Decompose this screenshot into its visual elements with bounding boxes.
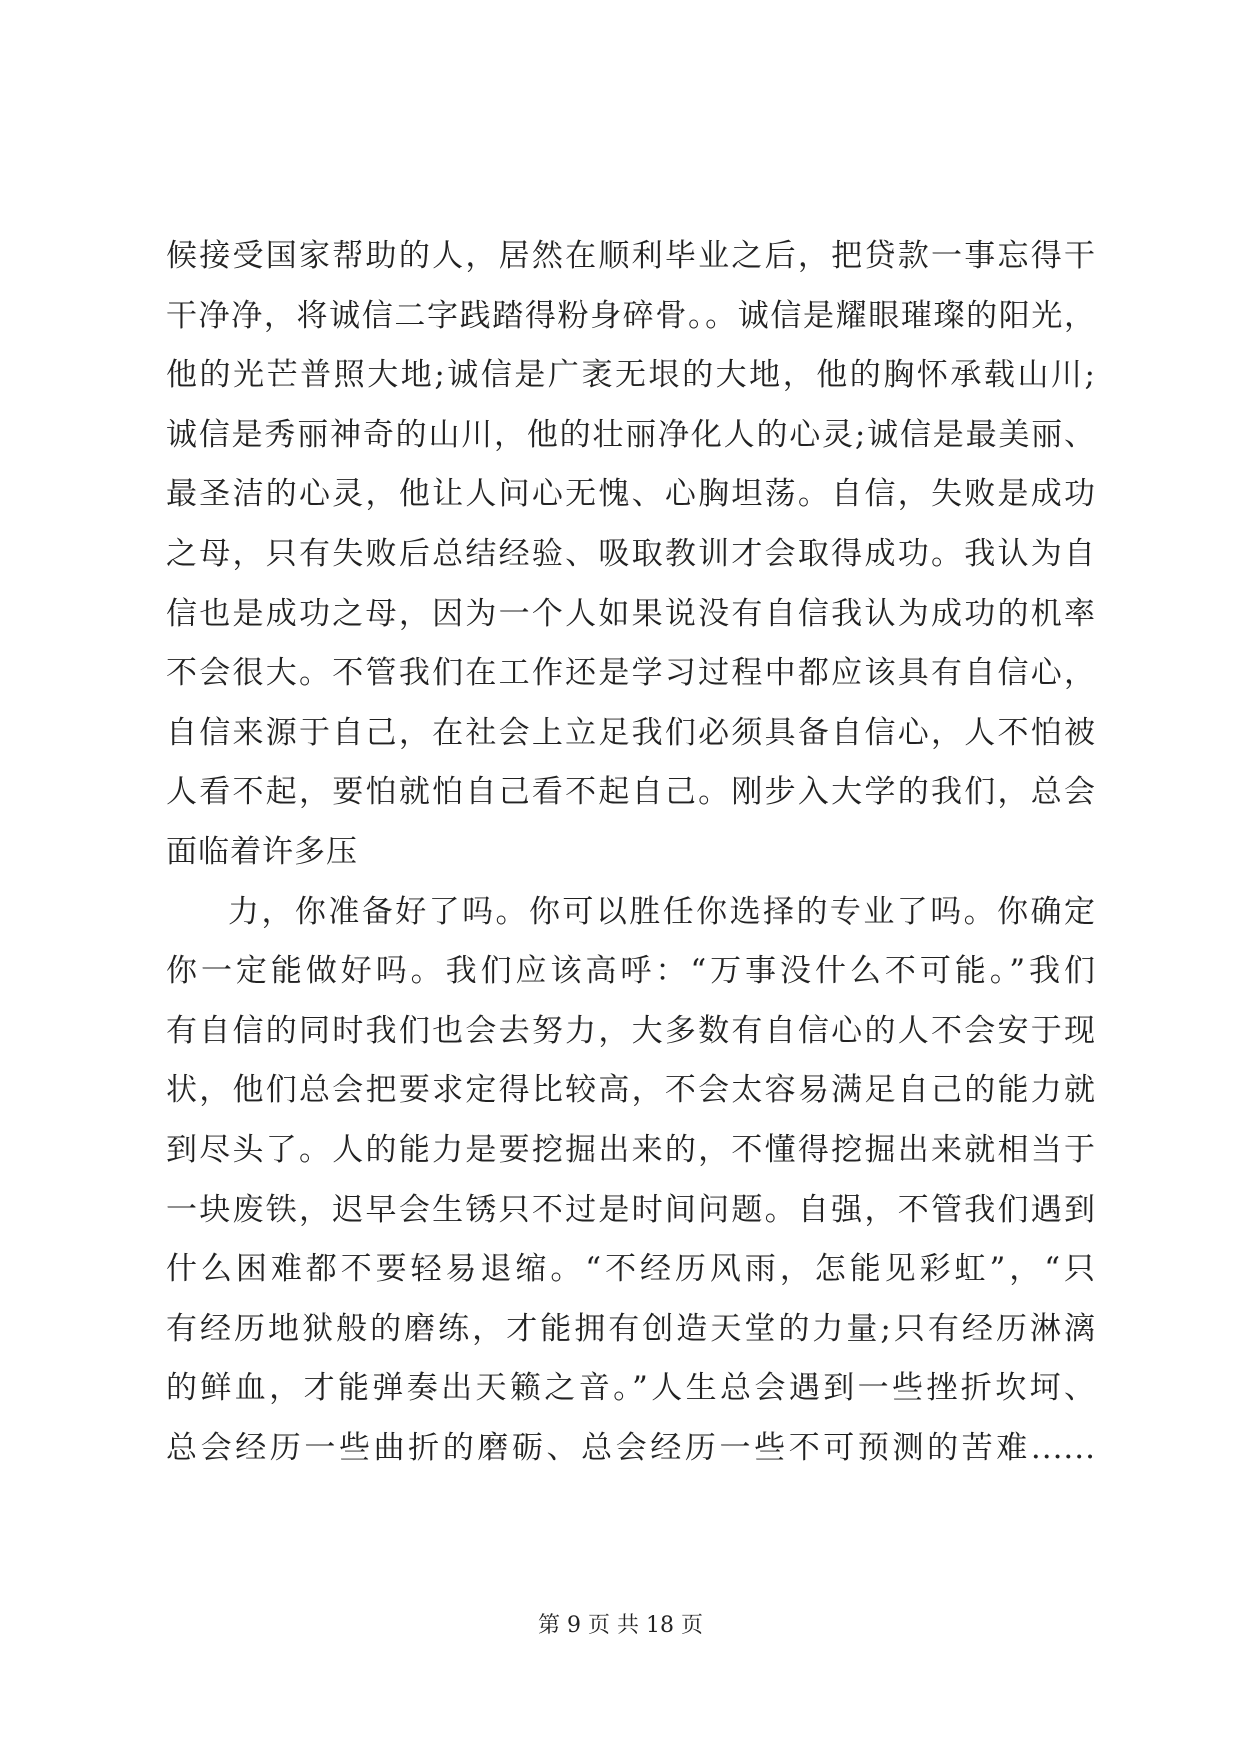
text-line: 你一定能做好吗。我们应该高呼：“万事没什么不可能。”我们 <box>166 953 1096 990</box>
text-line: 一块废铁，迟早会生锈只不过是时间问题。自强，不管我们遇到 <box>166 1191 1096 1228</box>
text-line: 自信来源于自己，在社会上立足我们必须具备自信心，人不怕被 <box>166 714 1096 751</box>
text-line: 总会经历一些曲折的磨砺、总会经历一些不可预测的苦难...... <box>166 1429 1096 1466</box>
text-line: 他的光芒普照大地;诚信是广袤无垠的大地，他的胸怀承载山川; <box>166 357 1096 394</box>
document-body <box>166 227 1096 1478</box>
text-line: 到尽头了。人的能力是要挖掘出来的，不懂得挖掘出来就相当于 <box>166 1131 1096 1168</box>
text-line: 有经历地狱般的磨练，才能拥有创造天堂的力量;只有经历淋漓 <box>166 1310 1096 1347</box>
text-line: 诚信是秀丽神奇的山川，他的壮丽净化人的心灵;诚信是最美丽、 <box>166 416 1096 453</box>
text-line: 状，他们总会把要求定得比较高，不会太容易满足自己的能力就 <box>166 1072 1096 1109</box>
text-line: 力，你准备好了吗。你可以胜任你选择的专业了吗。你确定 <box>228 893 1096 930</box>
text-line: 之母，只有失败后总结经验、吸取教训才会取得成功。我认为自 <box>166 535 1096 572</box>
paragraph-1 <box>166 227 1096 883</box>
paragraph-2 <box>166 883 1096 1479</box>
text-line: 干净净，将诚信二字践踏得粉身碎骨。。诚信是耀眼璀璨的阳光， <box>166 297 1096 334</box>
text-line: 什么困难都不要轻易退缩。“不经历风雨，怎能见彩虹”，“只 <box>166 1251 1096 1288</box>
text-line: 候接受国家帮助的人，居然在顺利毕业之后，把贷款一事忘得干 <box>166 238 1096 274</box>
text-line: 面临着许多压 <box>166 833 358 870</box>
text-line: 的鲜血，才能弹奏出天籁之音。”人生总会遇到一些挫折坎坷、 <box>166 1370 1096 1407</box>
text-line: 信也是成功之母，因为一个人如果说没有自信我认为成功的机率 <box>166 595 1096 632</box>
page-number-footer: 第 9 页 共 18 页 <box>538 1613 703 1638</box>
text-line: 人看不起，要怕就怕自己看不起自己。刚步入大学的我们，总会 <box>166 774 1096 811</box>
text-line: 有自信的同时我们也会去努力，大多数有自信心的人不会安于现 <box>166 1012 1096 1049</box>
text-line: 不会很大。不管我们在工作还是学习过程中都应该具有自信心， <box>166 655 1096 692</box>
text-line: 最圣洁的心灵，他让人问心无愧、心胸坦荡。自信，失败是成功 <box>166 476 1096 513</box>
